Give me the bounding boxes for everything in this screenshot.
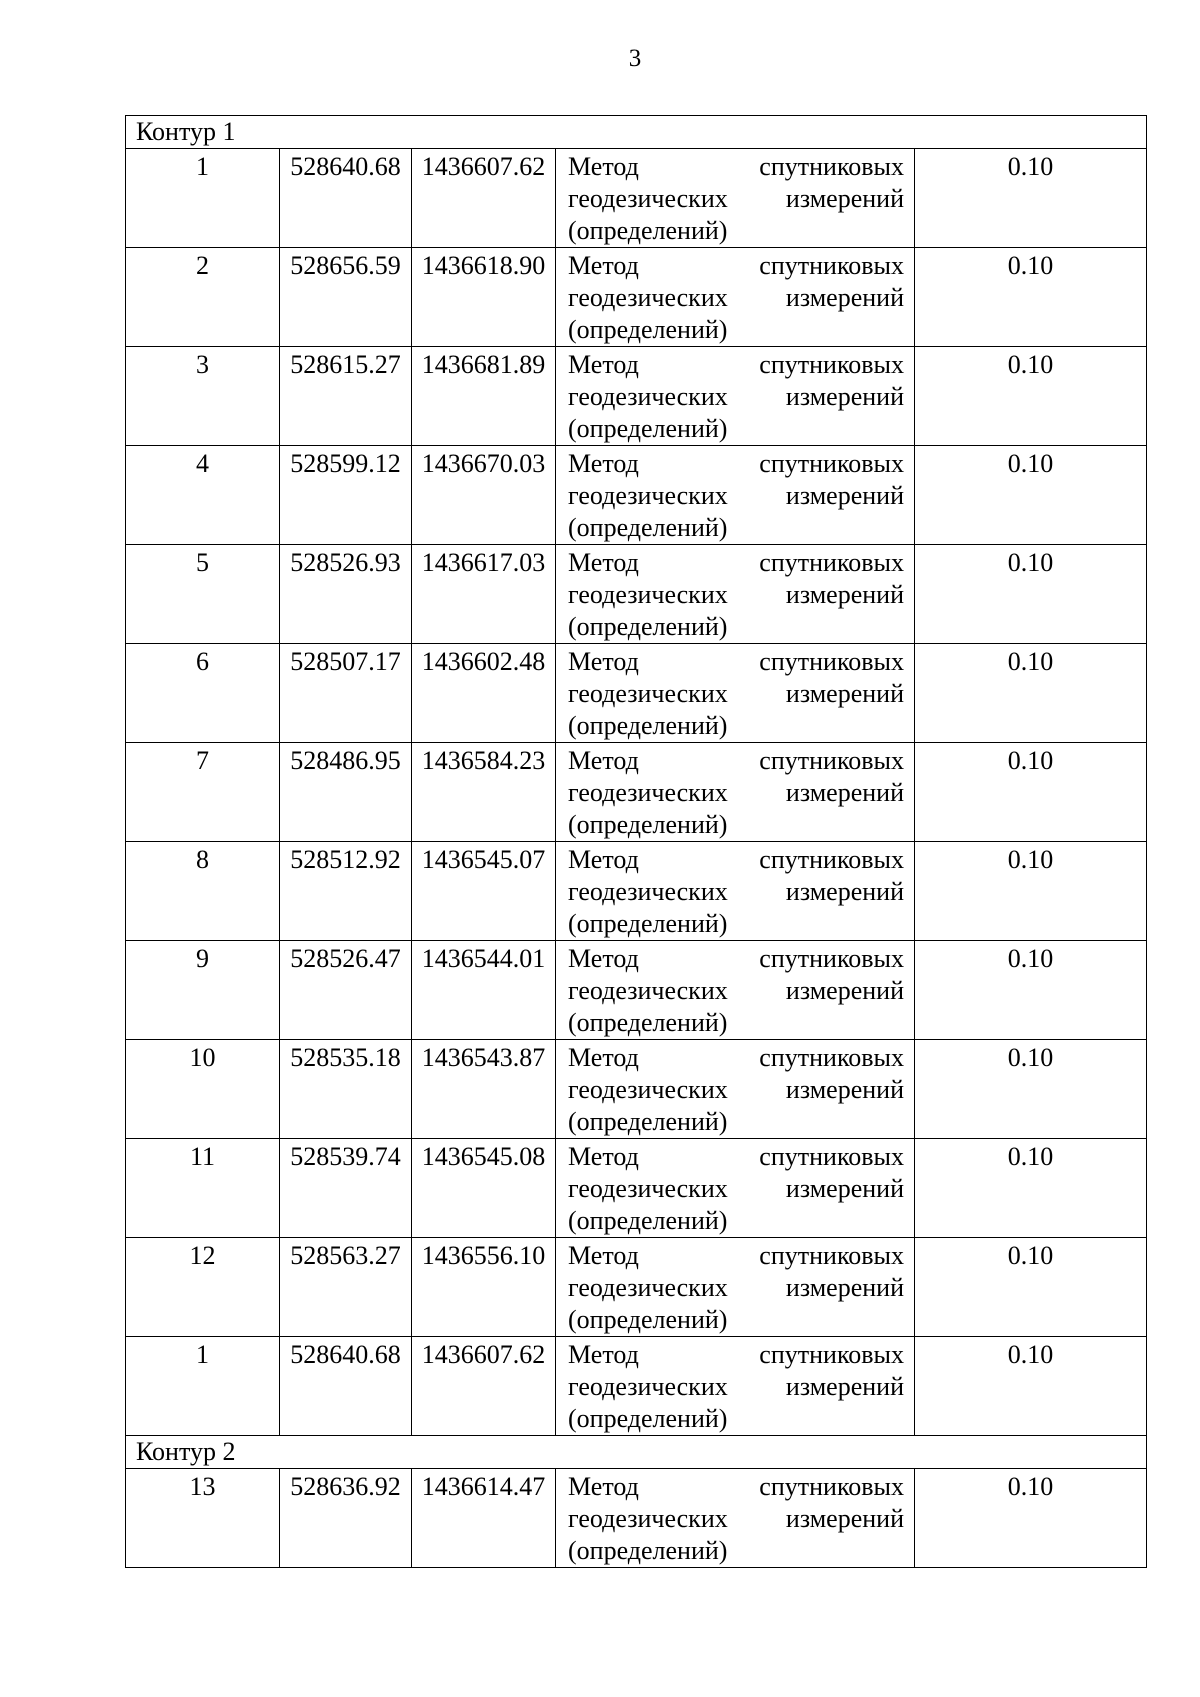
table-row [126, 248, 1147, 347]
method-word-2: спутниковых [759, 1241, 904, 1270]
method-line-2 [568, 480, 904, 512]
method-word-3: геодезических [568, 1504, 728, 1533]
method-word-2: спутниковых [759, 1340, 904, 1369]
point-number-cell: 13 [126, 1469, 280, 1568]
method-line-1 [568, 151, 904, 183]
method-cell [556, 743, 915, 842]
method-word-4: измерений [785, 580, 904, 609]
method-line-2 [568, 975, 904, 1007]
method-cell [556, 842, 915, 941]
method-word-1: Метод [568, 1472, 639, 1501]
method-line-2 [568, 1503, 904, 1535]
method-line-1 [568, 745, 904, 777]
method-word-4: измерений [785, 481, 904, 510]
x-coordinate-cell: 528563.27 [280, 1238, 412, 1337]
x-coordinate-cell: 528512.92 [280, 842, 412, 941]
table-row [126, 842, 1147, 941]
method-line-3: (определений) [568, 315, 728, 344]
method-line-1 [568, 646, 904, 678]
method-line-2 [568, 381, 904, 413]
table-row [126, 545, 1147, 644]
method-line-3: (определений) [568, 216, 728, 245]
method-line-2 [568, 777, 904, 809]
method-word-4: измерений [785, 679, 904, 708]
y-coordinate-cell: 1436614.47 [412, 1469, 556, 1568]
method-line-1 [568, 1339, 904, 1371]
y-coordinate-cell: 1436544.01 [412, 941, 556, 1040]
method-line-1 [568, 250, 904, 282]
table-row [126, 1040, 1147, 1139]
y-coordinate-cell: 1436602.48 [412, 644, 556, 743]
method-line-3: (определений) [568, 513, 728, 542]
table-row [126, 347, 1147, 446]
point-number-cell: 3 [126, 347, 280, 446]
method-line-1 [568, 943, 904, 975]
method-line-1 [568, 844, 904, 876]
method-word-4: измерений [785, 1273, 904, 1302]
x-coordinate-cell: 528535.18 [280, 1040, 412, 1139]
method-word-3: геодезических [568, 580, 728, 609]
contour-title: Контур 1 [126, 116, 1147, 149]
contour-title: Контур 2 [126, 1436, 1147, 1469]
method-word-3: геодезических [568, 1372, 728, 1401]
method-cell [556, 347, 915, 446]
method-word-4: измерений [785, 1372, 904, 1401]
method-line-1 [568, 349, 904, 381]
method-line-3: (определений) [568, 414, 728, 443]
y-coordinate-cell: 1436607.62 [412, 1337, 556, 1436]
method-line-2 [568, 579, 904, 611]
method-line-3: (определений) [568, 1404, 728, 1433]
method-word-3: геодезических [568, 283, 728, 312]
x-coordinate-cell: 528615.27 [280, 347, 412, 446]
table-row [126, 149, 1147, 248]
method-word-3: геодезических [568, 679, 728, 708]
method-word-1: Метод [568, 845, 639, 874]
method-cell [556, 248, 915, 347]
method-word-4: измерений [785, 976, 904, 1005]
method-line-3: (определений) [568, 1008, 728, 1037]
accuracy-cell: 0.10 [915, 1337, 1147, 1436]
method-word-1: Метод [568, 1043, 639, 1072]
table-row [126, 1337, 1147, 1436]
method-word-1: Метод [568, 1142, 639, 1171]
y-coordinate-cell: 1436617.03 [412, 545, 556, 644]
method-line-3: (определений) [568, 612, 728, 641]
method-word-4: измерений [785, 877, 904, 906]
table-row [126, 446, 1147, 545]
y-coordinate-cell: 1436618.90 [412, 248, 556, 347]
method-line-1 [568, 448, 904, 480]
method-word-4: измерений [785, 1504, 904, 1533]
accuracy-cell: 0.10 [915, 644, 1147, 743]
method-word-3: геодезических [568, 184, 728, 213]
method-word-2: спутниковых [759, 845, 904, 874]
method-word-4: измерений [785, 778, 904, 807]
page-number: 3 [628, 45, 642, 72]
method-line-2 [568, 282, 904, 314]
point-number-cell: 12 [126, 1238, 280, 1337]
method-word-2: спутниковых [759, 647, 904, 676]
accuracy-cell: 0.10 [915, 545, 1147, 644]
method-line-3: (определений) [568, 909, 728, 938]
method-word-1: Метод [568, 350, 639, 379]
point-number-cell: 1 [126, 1337, 280, 1436]
method-cell [556, 1469, 915, 1568]
method-line-2 [568, 1272, 904, 1304]
point-number-cell: 5 [126, 545, 280, 644]
method-word-4: измерений [785, 1174, 904, 1203]
method-cell [556, 1139, 915, 1238]
method-word-1: Метод [568, 1241, 639, 1270]
x-coordinate-cell: 528526.47 [280, 941, 412, 1040]
accuracy-cell: 0.10 [915, 446, 1147, 545]
method-word-2: спутниковых [759, 152, 904, 181]
contour-header-row [126, 116, 1147, 149]
method-word-4: измерений [785, 184, 904, 213]
method-line-1 [568, 1240, 904, 1272]
x-coordinate-cell: 528656.59 [280, 248, 412, 347]
method-word-4: измерений [785, 1075, 904, 1104]
accuracy-cell: 0.10 [915, 1238, 1147, 1337]
y-coordinate-cell: 1436545.07 [412, 842, 556, 941]
method-line-3: (определений) [568, 711, 728, 740]
method-word-1: Метод [568, 647, 639, 676]
method-word-1: Метод [568, 944, 639, 973]
method-cell [556, 1040, 915, 1139]
method-line-2 [568, 1173, 904, 1205]
point-number-cell: 11 [126, 1139, 280, 1238]
method-word-3: геодезических [568, 382, 728, 411]
accuracy-cell: 0.10 [915, 1040, 1147, 1139]
method-word-4: измерений [785, 382, 904, 411]
method-word-2: спутниковых [759, 1043, 904, 1072]
accuracy-cell: 0.10 [915, 347, 1147, 446]
y-coordinate-cell: 1436607.62 [412, 149, 556, 248]
method-cell [556, 941, 915, 1040]
y-coordinate-cell: 1436584.23 [412, 743, 556, 842]
method-cell [556, 644, 915, 743]
point-number-cell: 1 [126, 149, 280, 248]
y-coordinate-cell: 1436543.87 [412, 1040, 556, 1139]
table-row [126, 1238, 1147, 1337]
y-coordinate-cell: 1436681.89 [412, 347, 556, 446]
point-number-cell: 7 [126, 743, 280, 842]
table-row [126, 941, 1147, 1040]
method-cell [556, 446, 915, 545]
y-coordinate-cell: 1436670.03 [412, 446, 556, 545]
method-word-3: геодезических [568, 1273, 728, 1302]
method-word-1: Метод [568, 152, 639, 181]
x-coordinate-cell: 528526.93 [280, 545, 412, 644]
accuracy-cell: 0.10 [915, 842, 1147, 941]
accuracy-cell: 0.10 [915, 149, 1147, 248]
table-row [126, 1139, 1147, 1238]
method-word-2: спутниковых [759, 350, 904, 379]
x-coordinate-cell: 528539.74 [280, 1139, 412, 1238]
method-line-2 [568, 1074, 904, 1106]
method-word-3: геодезических [568, 976, 728, 1005]
y-coordinate-cell: 1436556.10 [412, 1238, 556, 1337]
point-number-cell: 10 [126, 1040, 280, 1139]
x-coordinate-cell: 528599.12 [280, 446, 412, 545]
x-coordinate-cell: 528636.92 [280, 1469, 412, 1568]
table-row [126, 1469, 1147, 1568]
method-word-2: спутниковых [759, 1142, 904, 1171]
method-word-3: геодезических [568, 481, 728, 510]
method-line-2 [568, 678, 904, 710]
point-number-cell: 2 [126, 248, 280, 347]
method-word-1: Метод [568, 548, 639, 577]
y-coordinate-cell: 1436545.08 [412, 1139, 556, 1238]
method-line-3: (определений) [568, 810, 728, 839]
accuracy-cell: 0.10 [915, 941, 1147, 1040]
x-coordinate-cell: 528507.17 [280, 644, 412, 743]
method-line-1 [568, 1141, 904, 1173]
method-word-1: Метод [568, 449, 639, 478]
method-line-1 [568, 1471, 904, 1503]
x-coordinate-cell: 528640.68 [280, 1337, 412, 1436]
method-word-3: геодезических [568, 778, 728, 807]
method-word-2: спутниковых [759, 251, 904, 280]
method-word-2: спутниковых [759, 944, 904, 973]
table-row [126, 743, 1147, 842]
accuracy-cell: 0.10 [915, 1469, 1147, 1568]
method-word-4: измерений [785, 283, 904, 312]
coordinates-table [125, 115, 1147, 1568]
point-number-cell: 6 [126, 644, 280, 743]
method-word-2: спутниковых [759, 746, 904, 775]
point-number-cell: 8 [126, 842, 280, 941]
method-word-3: геодезических [568, 1174, 728, 1203]
method-line-1 [568, 547, 904, 579]
point-number-cell: 9 [126, 941, 280, 1040]
accuracy-cell: 0.10 [915, 743, 1147, 842]
point-number-cell: 4 [126, 446, 280, 545]
method-word-2: спутниковых [759, 1472, 904, 1501]
method-word-1: Метод [568, 746, 639, 775]
method-cell [556, 1337, 915, 1436]
method-word-1: Метод [568, 251, 639, 280]
method-word-2: спутниковых [759, 449, 904, 478]
method-line-3: (определений) [568, 1305, 728, 1334]
accuracy-cell: 0.10 [915, 248, 1147, 347]
method-cell [556, 1238, 915, 1337]
coordinates-table-body [126, 116, 1147, 1568]
method-line-2 [568, 1371, 904, 1403]
method-word-3: геодезических [568, 1075, 728, 1104]
x-coordinate-cell: 528640.68 [280, 149, 412, 248]
contour-header-row [126, 1436, 1147, 1469]
method-line-3: (определений) [568, 1107, 728, 1136]
method-word-3: геодезических [568, 877, 728, 906]
method-word-2: спутниковых [759, 548, 904, 577]
method-line-2 [568, 876, 904, 908]
table-row [126, 644, 1147, 743]
method-line-3: (определений) [568, 1536, 728, 1565]
method-cell [556, 545, 915, 644]
method-word-1: Метод [568, 1340, 639, 1369]
method-cell [556, 149, 915, 248]
x-coordinate-cell: 528486.95 [280, 743, 412, 842]
accuracy-cell: 0.10 [915, 1139, 1147, 1238]
method-line-3: (определений) [568, 1206, 728, 1235]
method-line-2 [568, 183, 904, 215]
method-line-1 [568, 1042, 904, 1074]
